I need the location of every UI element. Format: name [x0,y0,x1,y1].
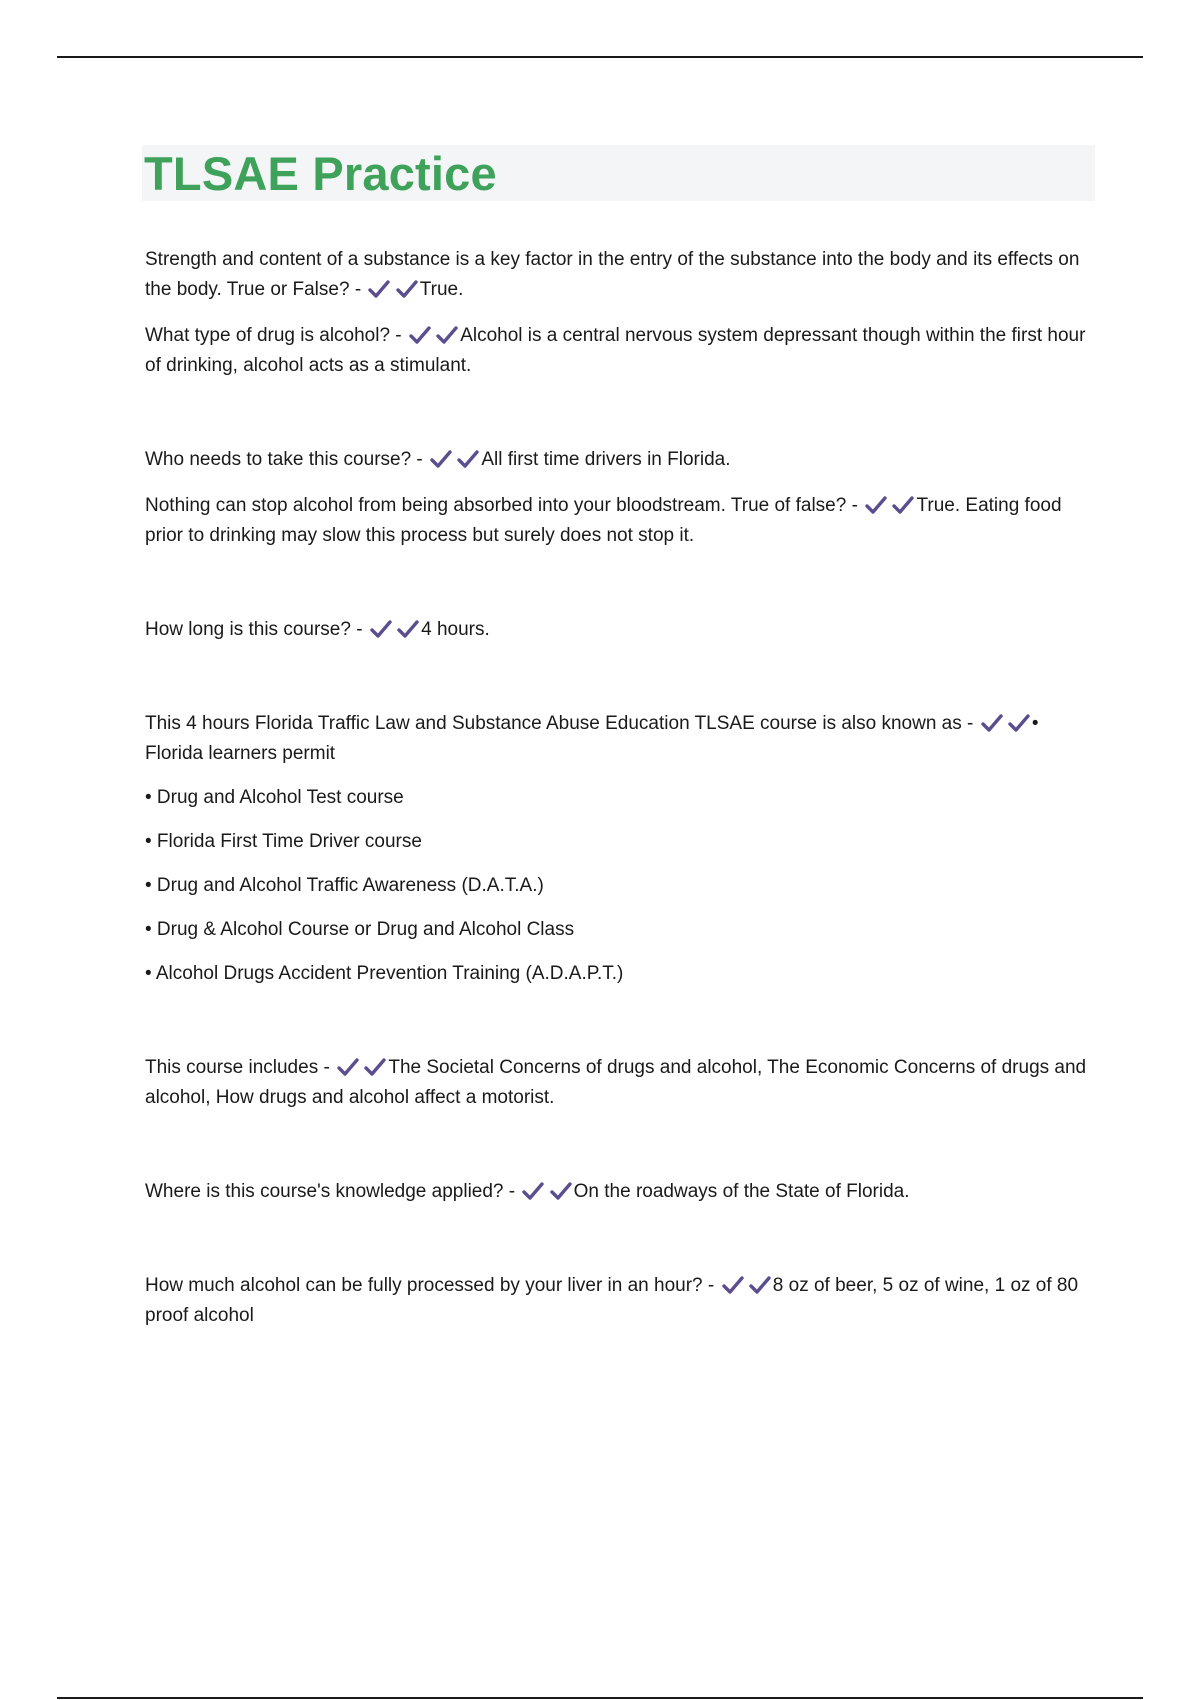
question-text: Nothing can stop alcohol from being absorbed into your bloodstream. True of false? - [145,495,858,516]
question-text: Who needs to take this course? - [145,449,423,470]
double-check-icon [981,709,1030,739]
qa-item [145,615,1095,645]
list-item: • Drug and Alcohol Test course [145,787,404,808]
question-text: Strength and content of a substance is a key factor in the entry of the substance into the body and its effects on the body. True or False? - [145,249,1080,300]
qa-item [145,1177,1095,1207]
list-item: • Florida First Time Driver course [145,831,422,852]
list-item: • Drug & Alcohol Course or Drug and Alcohol Class [145,919,575,940]
question-text: How long is this course? - [145,619,363,640]
answer-text: 8 oz of beer, 5 oz of wine, 1 oz of 80 proof alcohol [145,1275,1079,1326]
page-title: TLSAE Practice [144,146,497,200]
answer-text: 4 hours. [421,619,490,640]
qa-item [145,1053,1095,1113]
answer-text: True. Eating food prior to drinking may slow this process but surely does not stop it. [145,495,1062,546]
double-check-icon [368,275,417,305]
question-text: What type of drug is alcohol? - [145,325,402,346]
answer-text: True. [419,279,464,300]
double-check-icon [522,1177,571,1207]
answer-text: All first time drivers in Florida. [481,449,731,470]
qa-item [145,321,1095,381]
title-banner [142,145,1095,201]
answer-text: The Societal Concerns of drugs and alcohol, The Economic Concerns of drugs and alcohol, How drugs and alcohol affect a motorist. [145,1057,1087,1108]
qa-item [145,1271,1095,1331]
double-check-icon [865,491,914,521]
top-rule [57,56,1143,58]
list-item: • Alcohol Drugs Accident Prevention Training (A.D.A.P.T.) [145,963,624,984]
qa-item [145,245,1095,305]
question-text: How much alcohol can be fully processed by your liver in an hour? - [145,1275,715,1296]
double-check-icon [722,1271,771,1301]
answer-text: On the roadways of the State of Florida. [573,1181,910,1202]
question-text: This course includes - [145,1057,330,1078]
double-check-icon [430,445,479,475]
bottom-rule [57,1697,1143,1699]
answer-text: • Florida learners permit [145,713,1039,764]
document-body [145,145,1095,1331]
question-text: Where is this course's knowledge applied? - [145,1181,516,1202]
qa-item [145,445,1095,475]
double-check-icon [409,321,458,351]
qa-item [145,491,1095,551]
double-check-icon [370,615,419,645]
qa-item [145,709,1095,769]
double-check-icon [337,1053,386,1083]
answer-text: Alcohol is a central nervous system depressant though within the first hour of drinking, alcohol acts as a stimulant. [145,325,1086,376]
question-text: This 4 hours Florida Traffic Law and Substance Abuse Education TLSAE course is also known as - [145,713,974,734]
list-item: • Drug and Alcohol Traffic Awareness (D.A.T.A.) [145,875,544,896]
